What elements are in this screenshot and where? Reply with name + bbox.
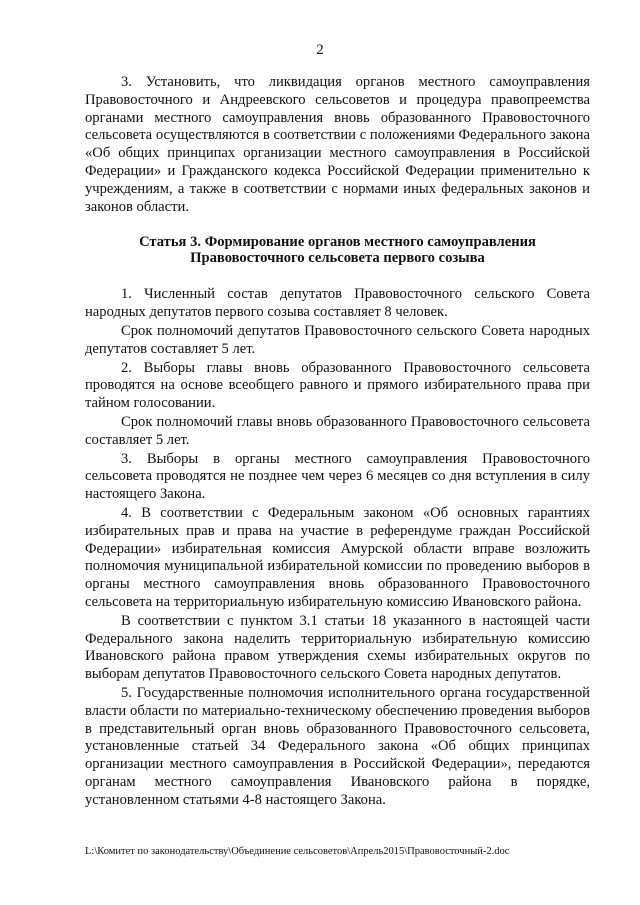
paragraph-5-state-powers: 5. Государственные полномочия исполнительного органа государственной власти области по материально-техническому обеспечению проведения выборов в представительный орган вновь образованного Правовосточного сельсовета, установленные статьей 34 Федерального закона «Об общих принципах организации местного самоуправления в Российской Федерации», передаются органам местного самоуправления Ивановского района в порядке, установленном статьями 4-8 настоящего Закона. (85, 684, 590, 808)
article-3-heading (85, 235, 590, 266)
paragraph-deputies-term: Срок полномочий депутатов Правовосточного сельского Совета народных депутатов составляет 5 лет. (85, 322, 590, 357)
footer-file-path: L:\Комитет по законодательству\Объединение сельсоветов\Апрель2015\Правовосточный-2.doc (85, 846, 510, 857)
paragraph-1-deputies-count: 1. Численный состав депутатов Правовосточного сельского Совета народных депутатов первого созыва составляет 8 человек. (85, 286, 590, 321)
paragraph-3-elections-deadline: 3. Выборы в органы местного самоуправления Правовосточного сельсовета проводятся не позднее чем через 6 месяцев со дня вступления в силу настоящего Закона. (85, 450, 590, 503)
document-body (85, 74, 590, 810)
article-title-line-1: Статья 3. Формирование органов местного самоуправления (139, 234, 536, 251)
paragraph-3-liquidation: 3. Установить, что ликвидация органов местного самоуправления Правовосточного и Андреевского сельсоветов и процедура правопреемства органами местного самоуправления вновь образованного Правовосточного сельсовета осуществляются в соответствии с положениями Федерального закона «Об общих принципах организации местного самоуправления в Российской Федерации» и Гражданского кодекса Российской Федерации применительно к учреждениям, а также в соответствии с нормами иных федеральных законов и законов области. (85, 74, 590, 215)
paragraph-4-election-commission: 4. В соответствии с Федеральным законом «Об основных гарантиях избирательных прав и права на участие в референдуме граждан Российской Федерации» избирательная комиссия Амурской области вправе возложить полномочия муниципальной избирательной комиссии по проведению выборов в органы местного самоуправления вновь образованного Правовосточного сельсовета на территориальную избирательную комиссию Ивановского района. (85, 504, 590, 610)
article-title-line-2: Правовосточного сельсовета первого созыва (190, 249, 485, 266)
paragraph-district-scheme: В соответствии с пунктом 3.1 статьи 18 указанного в настоящей части Федерального закона наделить территориальную избирательную комиссию Ивановского района правом утверждения схемы избирательных округов по выборам депутатов Правовосточного сельского Совета народных депутатов. (85, 612, 590, 683)
page-number: 2 (316, 42, 324, 58)
paragraph-2-head-election: 2. Выборы главы вновь образованного Правовосточного сельсовета проводятся на основе всеобщего равного и прямого избирательного права при тайном голосовании. (85, 359, 590, 412)
paragraph-head-term: Срок полномочий главы вновь образованного Правовосточного сельсовета составляет 5 лет. (85, 413, 590, 448)
